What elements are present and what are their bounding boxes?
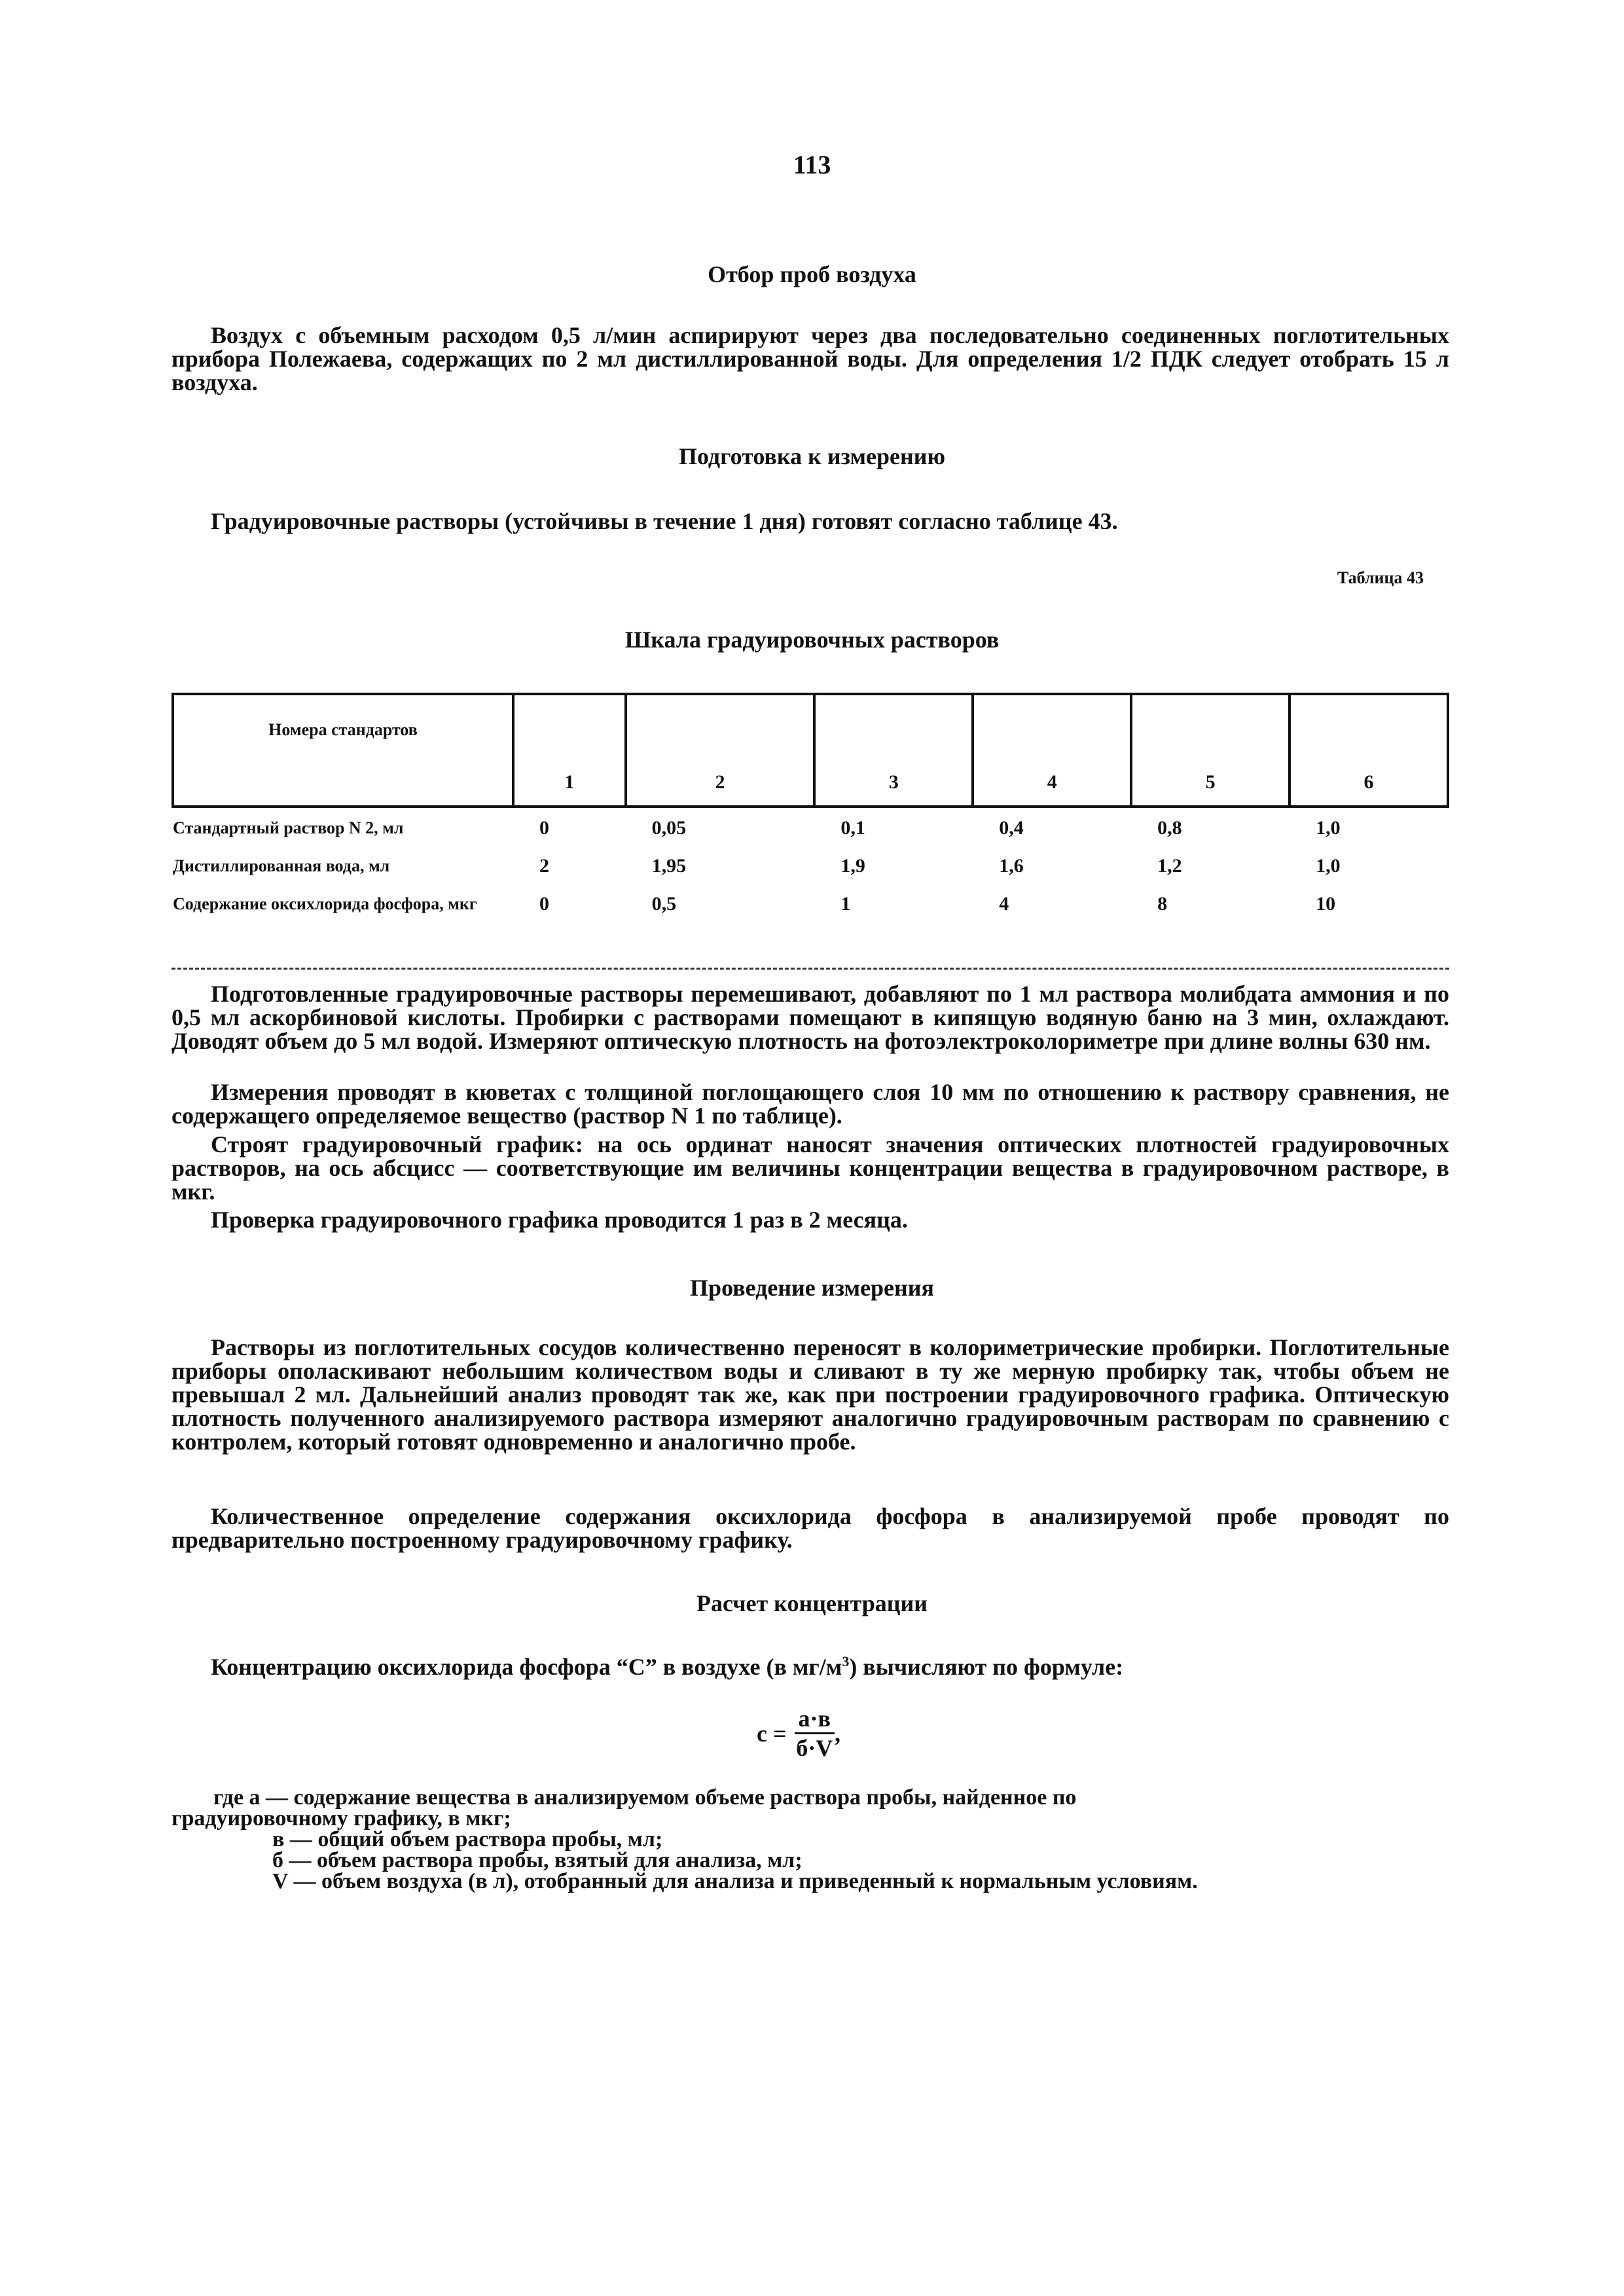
formula-tail: , bbox=[834, 1720, 840, 1747]
table-cell: 0 bbox=[539, 817, 549, 839]
table-cell: 0,1 bbox=[840, 817, 865, 839]
concentration-formula bbox=[757, 1705, 840, 1762]
table-cell: 2 bbox=[539, 855, 549, 877]
header-cell-standard-4: 4 bbox=[973, 694, 1131, 807]
header-cell-standard-1: 1 bbox=[513, 694, 626, 807]
section-title-calculation: Расчет концентрации bbox=[696, 1590, 928, 1616]
page-number: 113 bbox=[793, 150, 831, 179]
paragraph-after-table-1: Подготовленные градуировочные растворы перемешивают, добавляют по 1 мл раствора молибдата аммония и по 0,5 мл аскорбиновой кислоты. Пробирки с растворами помещают в кипящую водяную баню на 3 мин, охлаждают. Доводят объем до 5 мл водой. Измеряют оптическую плотность на фотоэлектроколориметре при длине волны 630 нм. bbox=[171, 981, 1449, 1054]
calc-intro-text: Концентрацию оксихлорида фосфора “С” в воздухе (в мг/м bbox=[211, 1654, 842, 1680]
section-title-preparation: Подготовка к измерению bbox=[678, 443, 946, 469]
legend-volume: V — объем воздуха (в л), отобранный для анализа и приведенный к нормальным условиям. bbox=[272, 1869, 1198, 1893]
formula-legend bbox=[171, 1785, 1457, 1893]
table-cell: 0,4 bbox=[999, 817, 1024, 839]
table-number: Таблица 43 bbox=[1337, 568, 1424, 587]
formula-numerator: а·в bbox=[795, 1705, 835, 1734]
table-row bbox=[173, 846, 1448, 884]
legend-v: в — общий объем раствора пробы, мл; bbox=[272, 1827, 663, 1851]
table-cell: 0,5 bbox=[651, 893, 677, 915]
calc-intro-superscript: 3 bbox=[842, 1653, 850, 1669]
table-cell: 1,2 bbox=[1157, 855, 1182, 877]
header-cell-standard-3: 3 bbox=[814, 694, 973, 807]
table-row bbox=[173, 884, 1448, 922]
paragraph-measurement-1: Растворы из поглотительных сосудов количественно переносят в колориметрические пробирки. Поглотительные приборы ополаскивают небольшим количеством воды и сливают в ту же мерную пробирку так, чтобы объем не превышал 2 мл. Дальнейший анализ проводят так же, как при построении градуировочного графика. Оптическую плотность полученного анализируемого раствора измеряют аналогично градуировочным растворам по сравнению с контролем, который готовят одновременно и аналогично пробе. bbox=[171, 1334, 1449, 1455]
formula-denominator: б·V bbox=[796, 1735, 833, 1761]
table-cell: 4 bbox=[999, 893, 1009, 915]
paragraph-measurement-2: Количественное определение содержания оксихлорида фосфора в анализируемой пробе проводят по предварительно построенному градуировочному графику. bbox=[171, 1503, 1449, 1553]
legend-a-line-2: градуировочному графику, в мкг; bbox=[171, 1806, 511, 1831]
paragraph-calculation-intro bbox=[171, 1650, 1449, 1679]
formula-fraction bbox=[795, 1705, 835, 1762]
row-label: Стандартный раствор N 2, мл bbox=[173, 818, 404, 837]
table-cell: 8 bbox=[1157, 893, 1168, 915]
table-row bbox=[173, 807, 1448, 846]
table-cell: 10 bbox=[1316, 893, 1336, 915]
table-cell: 1,95 bbox=[651, 855, 687, 877]
table-cell: 1,0 bbox=[1316, 855, 1341, 877]
table-bottom-rule bbox=[171, 968, 1449, 970]
header-cell-standard-2: 2 bbox=[626, 694, 815, 807]
formula-lhs: с = bbox=[757, 1720, 787, 1747]
legend-b: б — объем раствора пробы, взятый для анализа, мл; bbox=[272, 1848, 803, 1872]
header-cell-standard-6: 6 bbox=[1290, 694, 1448, 807]
row-label: Дистиллированная вода, мл bbox=[173, 856, 390, 875]
calc-intro-end: ) вычисляют по формуле: bbox=[849, 1654, 1124, 1680]
table-cell: 1,0 bbox=[1316, 817, 1341, 839]
row-label: Содержание оксихлорида фосфора, мкг bbox=[173, 894, 477, 913]
table-header-row bbox=[173, 694, 1448, 807]
paragraph-after-table-4: Проверка градуировочного графика проводится 1 раз в 2 месяца. bbox=[211, 1207, 908, 1233]
paragraph-after-table-3: Строят градуировочный график: на ось ординат наносят значения оптических плотностей градуировочных растворов, на ось абсцисс — соответствующие им величины концентрации вещества в градуировочном растворе, в мкг. bbox=[171, 1131, 1449, 1205]
table-cell: 1 bbox=[840, 893, 851, 915]
table-cell: 0 bbox=[539, 893, 549, 915]
table-cell: 1,6 bbox=[999, 855, 1024, 877]
header-cell-standards: Номера стандартов bbox=[173, 694, 513, 807]
table-cell: 1,9 bbox=[840, 855, 865, 877]
legend-a-line-1: где а — содержание вещества в анализируемом объеме раствора пробы, найденное по bbox=[213, 1785, 1077, 1810]
table-cell: 0,8 bbox=[1157, 817, 1182, 839]
table-cell: 0,05 bbox=[651, 817, 687, 839]
calibration-table bbox=[171, 693, 1449, 922]
paragraph-sampling: Воздух с объемным расходом 0,5 л/мин аспирируют через два последовательно соединенных поглотительных прибора Полежаева, содержащих по 2 мл дистиллированной воды. Для определения 1/2 ПДК следует отобрать 15 л воздуха. bbox=[171, 322, 1449, 395]
paragraph-preparation: Градуировочные растворы (устойчивы в течение 1 дня) готовят согласно таблице 43. bbox=[211, 508, 1118, 534]
paragraph-after-table-2: Измерения проводят в кюветах с толщиной поглощающего слоя 10 мм по отношению к раствору сравнения, не содержащего определяемое вещество (раствор N 1 по таблице). bbox=[171, 1079, 1449, 1129]
header-cell-standard-5: 5 bbox=[1131, 694, 1290, 807]
section-title-measurement: Проведение измерения bbox=[690, 1275, 934, 1301]
section-title-sampling: Отбор проб воздуха bbox=[708, 261, 916, 287]
table-title: Шкала градуировочных растворов bbox=[624, 627, 1000, 653]
